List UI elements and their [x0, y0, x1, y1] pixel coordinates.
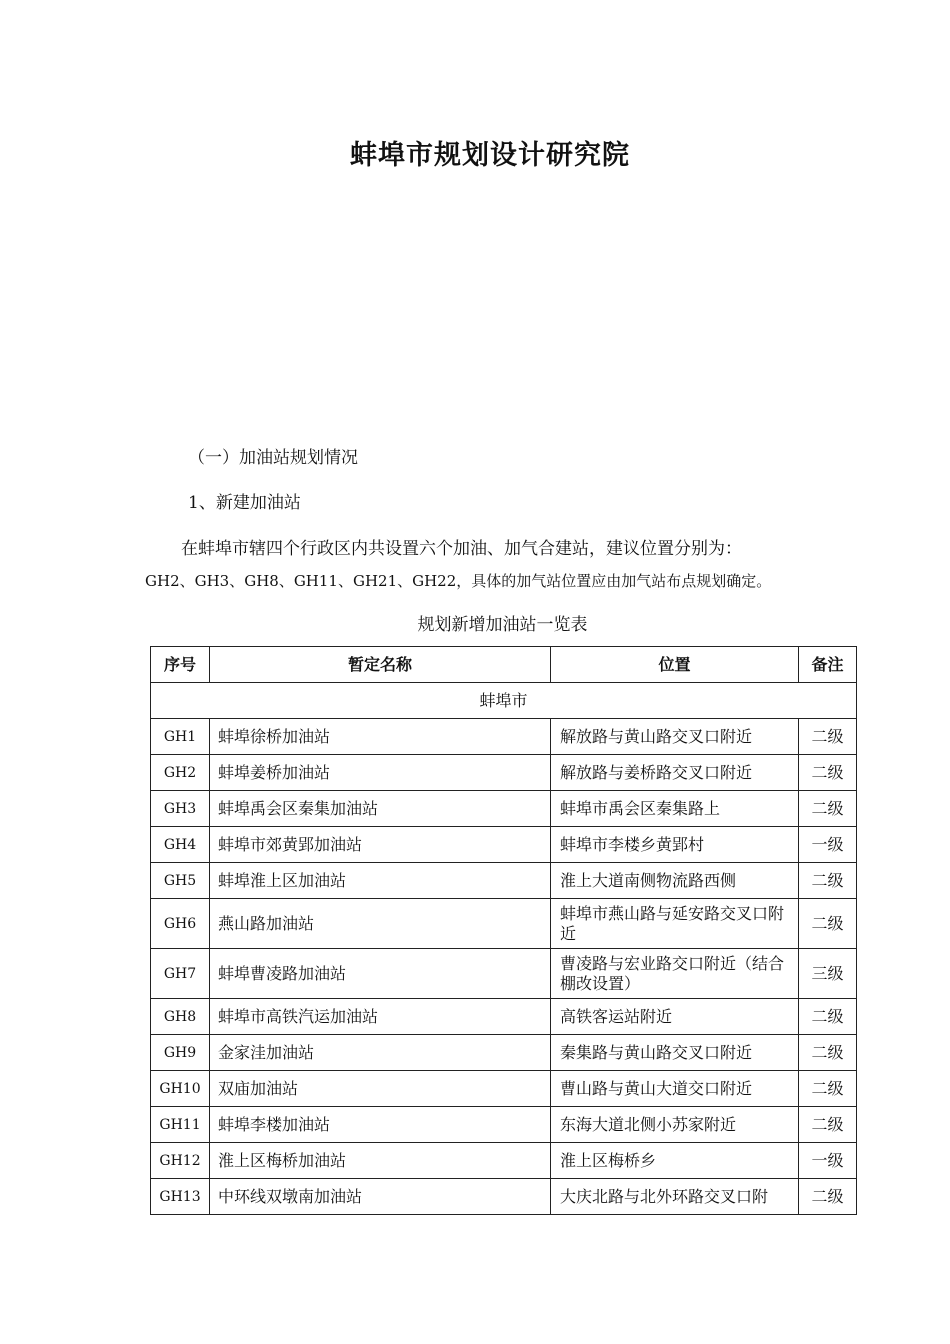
cell-level: 二级	[799, 999, 857, 1035]
table-row	[151, 755, 857, 791]
cell-location: 淮上区梅桥乡	[551, 1143, 799, 1179]
cell-name: 双庙加油站	[210, 1071, 551, 1107]
header-remark: 备注	[799, 647, 857, 683]
cell-level: 二级	[799, 755, 857, 791]
cell-level: 一级	[799, 1143, 857, 1179]
cell-location: 解放路与姜桥路交叉口附近	[551, 755, 799, 791]
table-row	[151, 1035, 857, 1071]
cell-id: GH9	[151, 1035, 210, 1071]
cell-name: 蚌埠市高铁汽运加油站	[210, 999, 551, 1035]
cell-id: GH5	[151, 863, 210, 899]
cell-location: 淮上大道南侧物流路西侧	[551, 863, 799, 899]
cell-level: 二级	[799, 899, 857, 949]
gas-station-table	[150, 646, 857, 1215]
table-row	[151, 863, 857, 899]
table-row	[151, 899, 857, 949]
cell-location: 蚌埠市李楼乡黄郢村	[551, 827, 799, 863]
cell-id: GH2	[151, 755, 210, 791]
cell-name: 蚌埠禹会区秦集加油站	[210, 791, 551, 827]
body-paragraph-line-2: GH2、GH3、GH8、GH11、GH21、GH22，具体的加气站位置应由加气站布点规划确定。	[145, 572, 772, 590]
table-row	[151, 949, 857, 999]
cell-location: 蚌埠市禹会区秦集路上	[551, 791, 799, 827]
cell-level: 二级	[799, 719, 857, 755]
cell-name: 金家洼加油站	[210, 1035, 551, 1071]
cell-location: 曹凌路与宏业路交口附近（结合棚改设置）	[551, 949, 799, 999]
subsection-heading: 1、新建加油站	[188, 493, 301, 513]
cell-location: 大庆北路与北外环路交叉口附	[551, 1179, 799, 1215]
group-label: 蚌埠市	[151, 683, 857, 719]
cell-level: 三级	[799, 949, 857, 999]
section-heading: （一）加油站规划情况	[188, 448, 358, 468]
cell-level: 二级	[799, 1035, 857, 1071]
cell-id: GH6	[151, 899, 210, 949]
body-paragraph-line-1: 在蚌埠市辖四个行政区内共设置六个加油、加气合建站，建议位置分别为：	[181, 539, 742, 559]
cell-name: 中环线双墩南加油站	[210, 1179, 551, 1215]
cell-id: GH4	[151, 827, 210, 863]
cell-id: GH8	[151, 999, 210, 1035]
table-row	[151, 791, 857, 827]
cell-level: 二级	[799, 1179, 857, 1215]
table-caption: 规划新增加油站一览表	[417, 615, 588, 635]
cell-name: 蚌埠徐桥加油站	[210, 719, 551, 755]
cell-level: 二级	[799, 1107, 857, 1143]
cell-id: GH11	[151, 1107, 210, 1143]
table-group-row	[151, 683, 857, 719]
table-row	[151, 719, 857, 755]
header-location: 位置	[551, 647, 799, 683]
header-id: 序号	[151, 647, 210, 683]
cell-location: 蚌埠市燕山路与延安路交叉口附近	[551, 899, 799, 949]
table-row	[151, 1071, 857, 1107]
cell-id: GH13	[151, 1179, 210, 1215]
cell-id: GH3	[151, 791, 210, 827]
cell-name: 燕山路加油站	[210, 899, 551, 949]
cell-name: 蚌埠姜桥加油站	[210, 755, 551, 791]
table-row	[151, 1179, 857, 1215]
cell-id: GH7	[151, 949, 210, 999]
cell-level: 二级	[799, 863, 857, 899]
cell-id: GH12	[151, 1143, 210, 1179]
document-title: 蚌埠市规划设计研究院	[350, 140, 630, 171]
cell-name: 蚌埠李楼加油站	[210, 1107, 551, 1143]
header-name: 暂定名称	[210, 647, 551, 683]
cell-level: 二级	[799, 1071, 857, 1107]
table-row	[151, 999, 857, 1035]
table-row	[151, 1143, 857, 1179]
cell-location: 曹山路与黄山大道交口附近	[551, 1071, 799, 1107]
cell-level: 一级	[799, 827, 857, 863]
cell-location: 秦集路与黄山路交叉口附近	[551, 1035, 799, 1071]
cell-name: 淮上区梅桥加油站	[210, 1143, 551, 1179]
cell-level: 二级	[799, 791, 857, 827]
table-row	[151, 827, 857, 863]
cell-location: 高铁客运站附近	[551, 999, 799, 1035]
cell-name: 蚌埠市郊黄郢加油站	[210, 827, 551, 863]
table-header-row	[151, 647, 857, 683]
cell-name: 蚌埠淮上区加油站	[210, 863, 551, 899]
cell-location: 东海大道北侧小苏家附近	[551, 1107, 799, 1143]
cell-id: GH1	[151, 719, 210, 755]
cell-id: GH10	[151, 1071, 210, 1107]
table-row	[151, 1107, 857, 1143]
cell-name: 蚌埠曹凌路加油站	[210, 949, 551, 999]
cell-location: 解放路与黄山路交叉口附近	[551, 719, 799, 755]
